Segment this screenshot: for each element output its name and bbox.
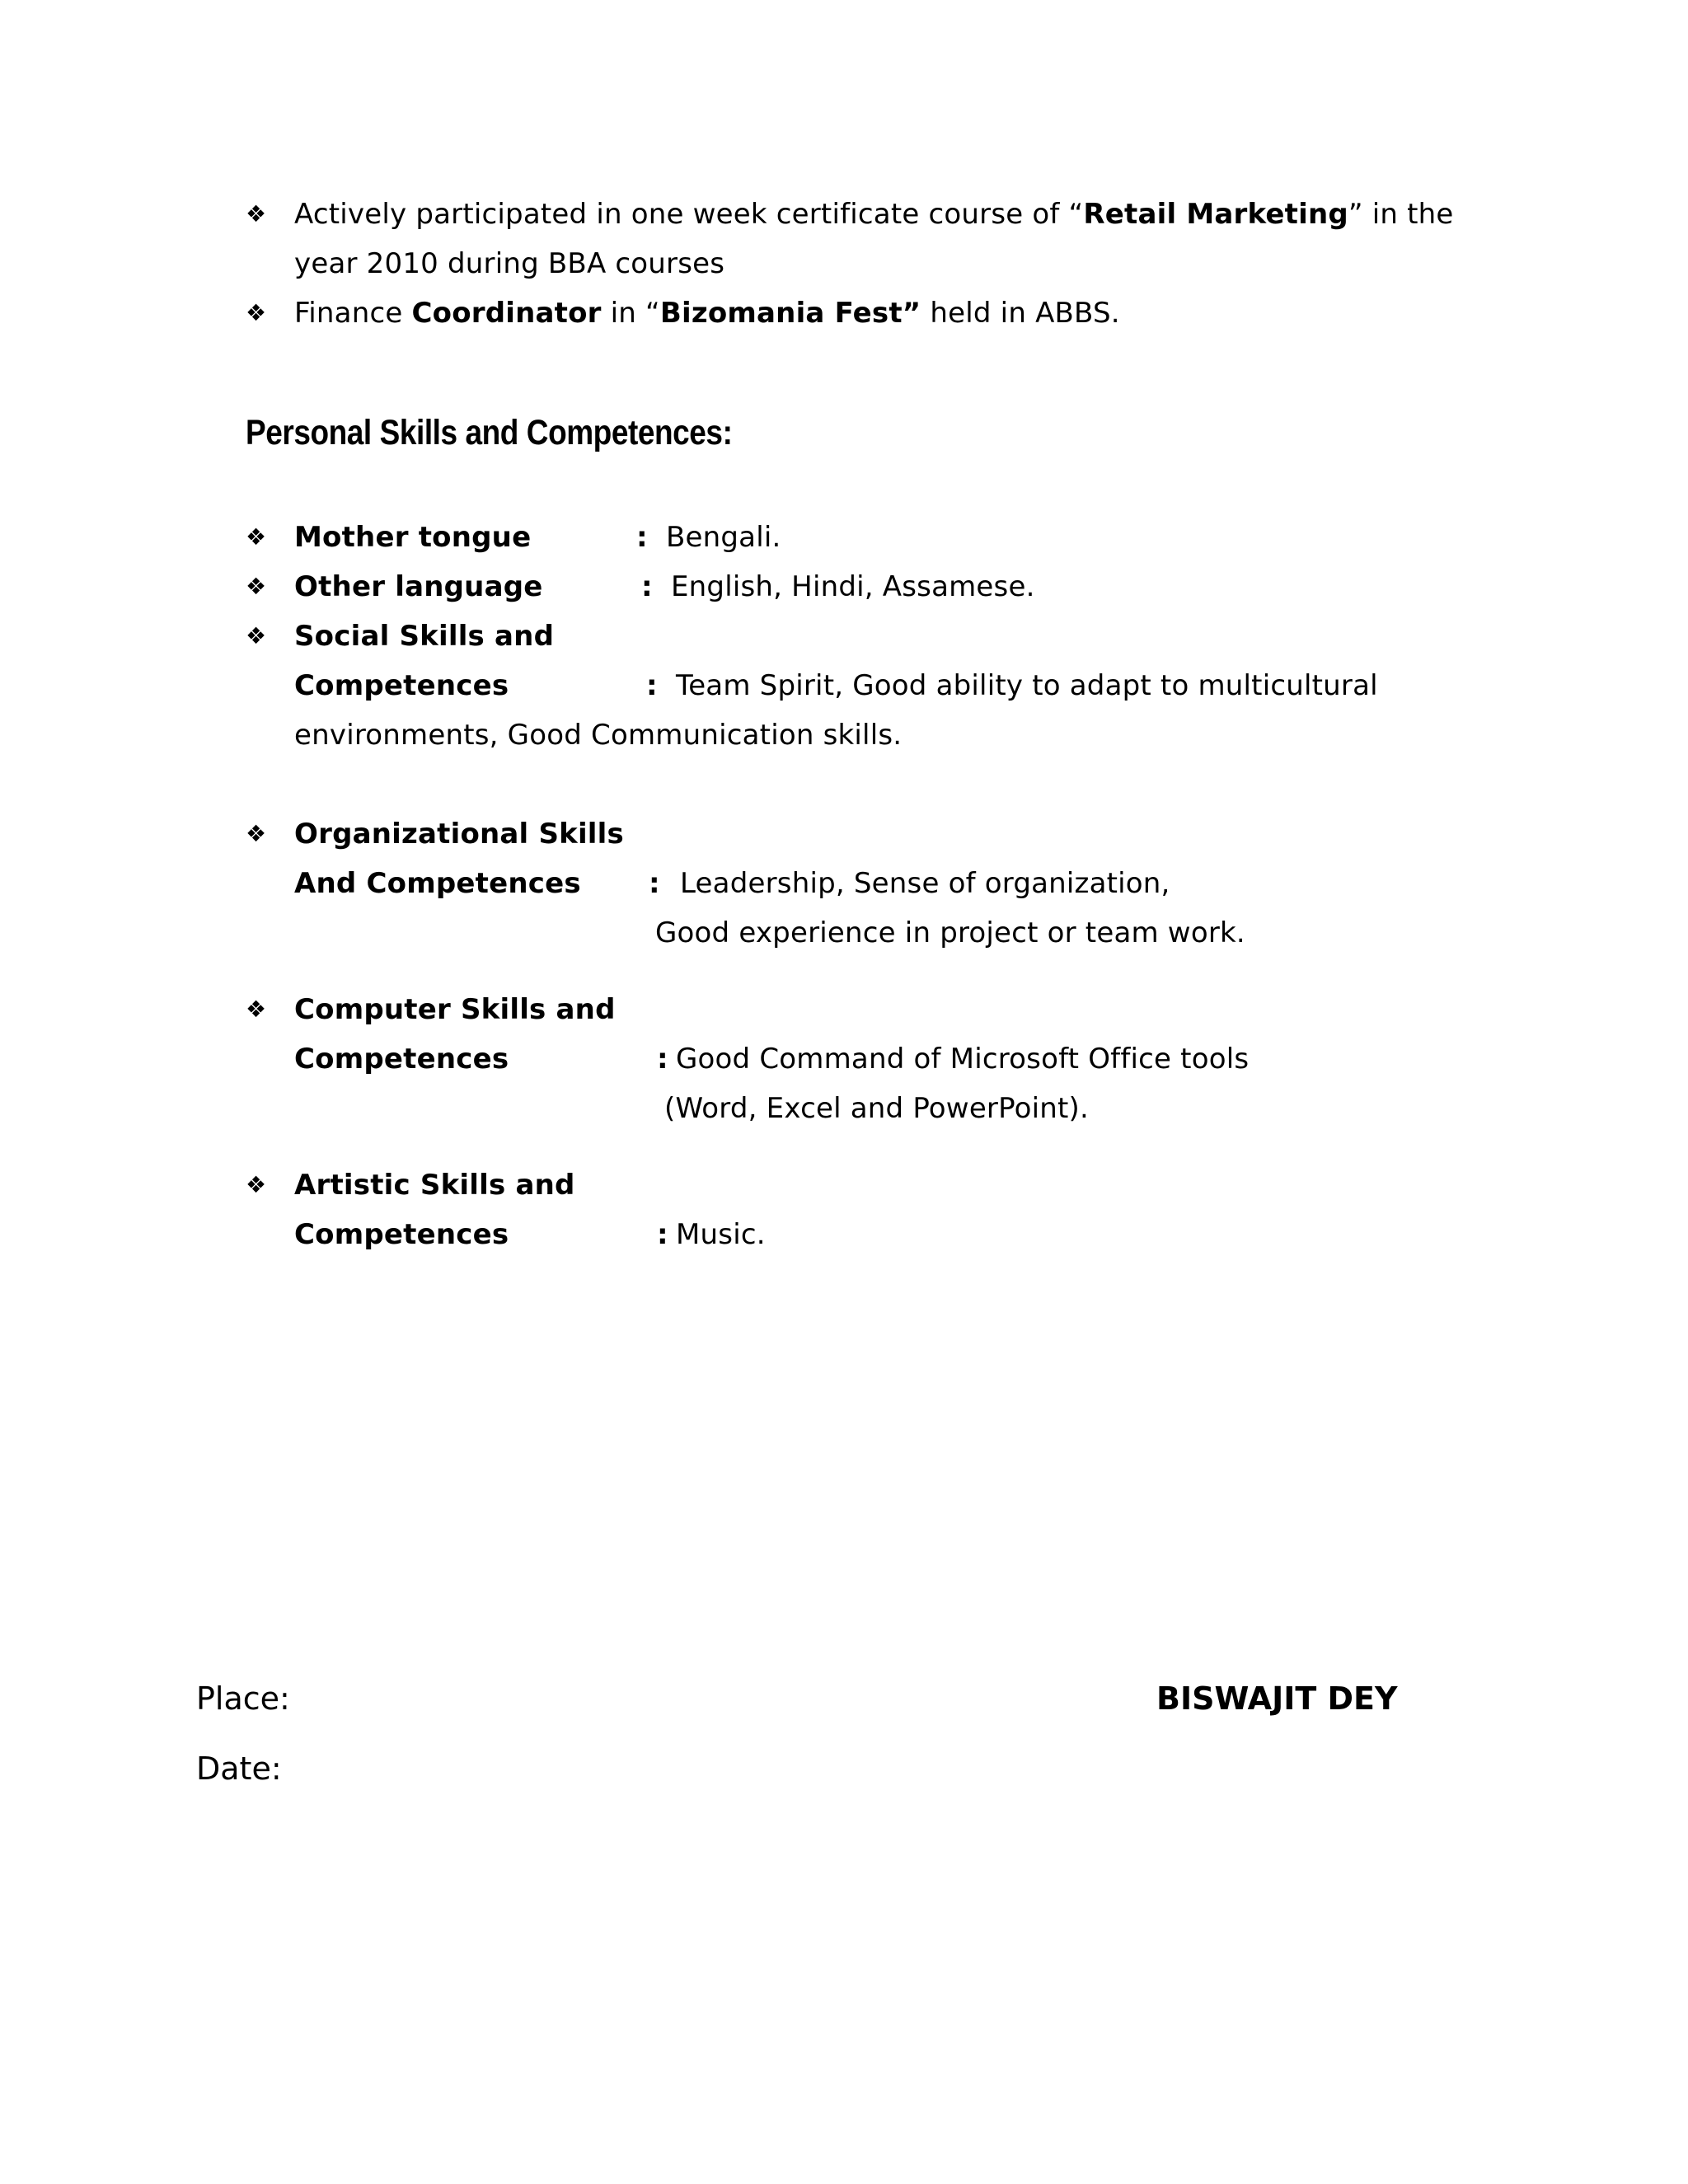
colon: : — [657, 1043, 668, 1076]
artistic-competences-label: Competences — [294, 1218, 509, 1251]
organizational-competences-label: And Competences — [294, 867, 581, 900]
section-heading-personal-skills: Personal Skills and Competences: — [246, 413, 733, 452]
social-competences-label: Competences — [294, 669, 509, 702]
signature-name: BISWAJIT DEY — [1156, 1680, 1398, 1717]
bullet-icon: ❖ — [246, 523, 267, 551]
computer-skills-value-cont: (Word, Excel and PowerPoint). — [664, 1092, 1090, 1125]
organizational-skills-value: Leadership, Sense of organization, — [680, 867, 1170, 900]
computer-skills-label: Computer Skills and — [294, 993, 616, 1026]
artistic-skills-value: Music. — [676, 1218, 766, 1251]
bullet-icon: ❖ — [246, 200, 267, 227]
bullet-icon: ❖ — [246, 622, 267, 649]
bullet-icon: ❖ — [246, 1171, 267, 1198]
other-language-value: English, Hindi, Assamese. — [671, 570, 1035, 603]
activity-retail-marketing: Actively participated in one week certificate course of “Retail Marketing” in the — [294, 198, 1454, 231]
organizational-skills-label: Organizational Skills — [294, 818, 624, 851]
social-skills-label: Social Skills and — [294, 620, 555, 653]
colon: : — [636, 521, 648, 554]
social-skills-value: Team Spirit, Good ability to adapt to multicultural — [676, 669, 1378, 702]
colon: : — [641, 570, 653, 603]
other-language-label: Other language — [294, 570, 543, 603]
mother-tongue-label: Mother tongue — [294, 521, 532, 554]
date-label: Date: — [196, 1750, 282, 1787]
bullet-icon: ❖ — [246, 996, 267, 1023]
organizational-skills-value-cont: Good experience in project or team work. — [655, 916, 1245, 949]
bullet-icon: ❖ — [246, 573, 267, 600]
activity-retail-marketing-cont: year 2010 during BBA courses — [294, 247, 725, 280]
colon: : — [657, 1218, 668, 1251]
colon: : — [646, 669, 658, 702]
bullet-icon: ❖ — [246, 820, 267, 847]
social-skills-value-cont: environments, Good Communication skills. — [294, 719, 903, 752]
mother-tongue-value: Bengali. — [666, 521, 781, 554]
computer-competences-label: Competences — [294, 1043, 509, 1076]
place-label: Place: — [196, 1680, 290, 1717]
colon: : — [649, 867, 660, 900]
artistic-skills-label: Artistic Skills and — [294, 1169, 575, 1202]
bullet-icon: ❖ — [246, 299, 267, 326]
activity-finance-coordinator: Finance Coordinator in “Bizomania Fest” held in ABBS. — [294, 297, 1120, 330]
computer-skills-value: Good Command of Microsoft Office tools — [676, 1043, 1250, 1076]
